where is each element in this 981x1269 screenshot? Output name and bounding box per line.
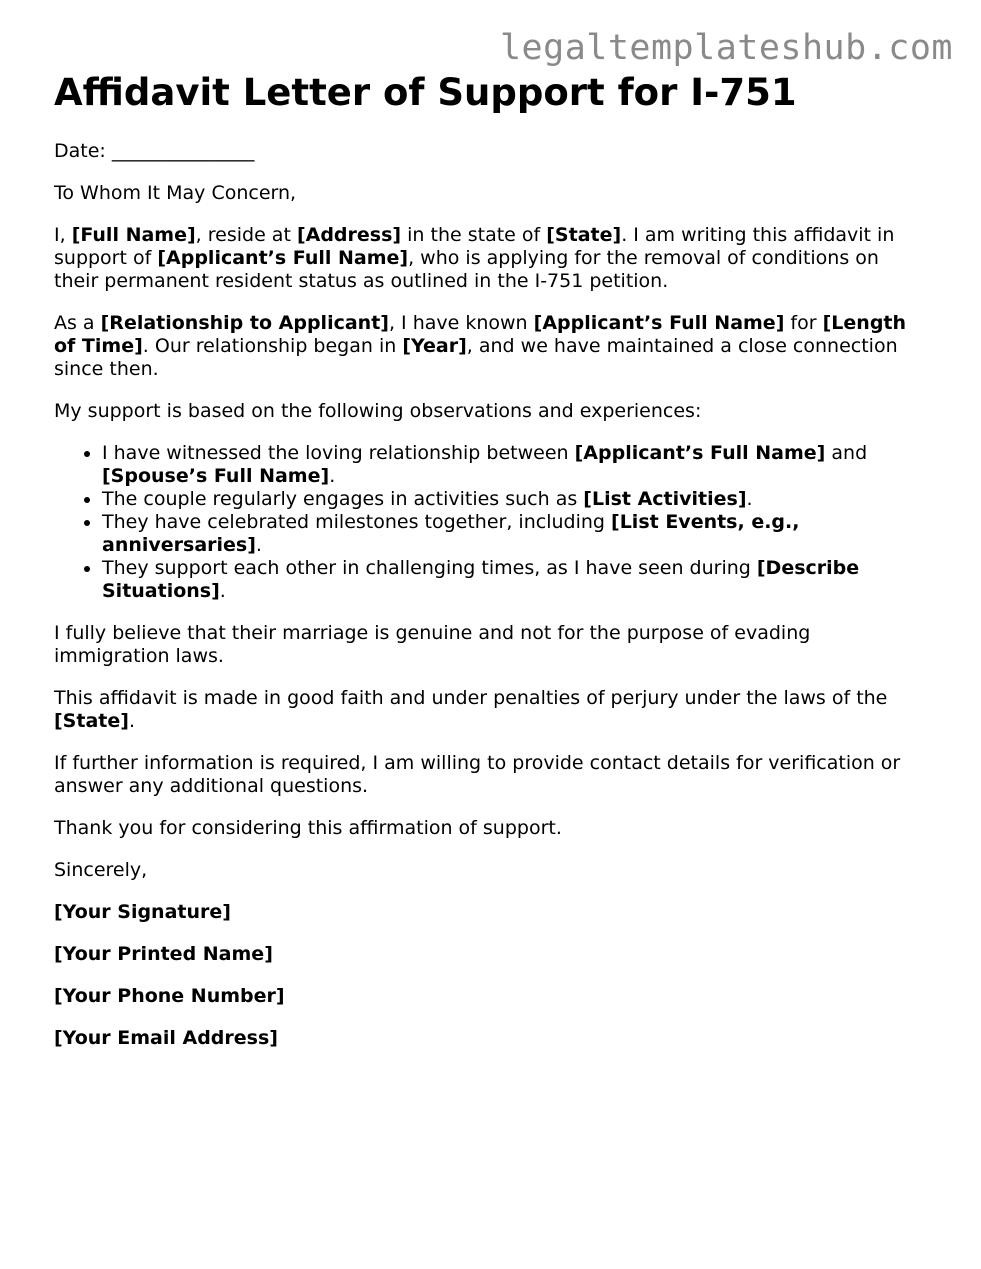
document-title: Affidavit Letter of Support for I-751 bbox=[54, 71, 797, 114]
printed-name-placeholder: [Your Printed Name] bbox=[54, 943, 273, 965]
placeholder-full-name: [Full Name] bbox=[71, 224, 196, 246]
placeholder-length-of-time: [Length of Time] bbox=[54, 312, 907, 357]
placeholder-state: [State] bbox=[546, 224, 622, 246]
paragraph-good-faith: This affidavit is made in good faith and under penalties of perjury under the laws of the [State]. bbox=[54, 687, 888, 732]
paragraph-belief: I fully believe that their marriage is genuine and not for the purpose of evading immigration laws. bbox=[54, 622, 811, 667]
list-item: • I have witnessed the loving relationship between [Applicant’s Full Name] and [Spouse’s Full Name]. bbox=[102, 442, 924, 488]
placeholder-year: [Year] bbox=[402, 335, 467, 357]
list-item: • The couple regularly engages in activities such as [List Activities]. bbox=[102, 488, 924, 511]
placeholder-applicant-name: [Applicant’s Full Name] bbox=[157, 247, 409, 269]
watermark-text: legaltemplateshub.com bbox=[499, 28, 953, 68]
placeholder-address: [Address] bbox=[296, 224, 402, 246]
date-line: Date: _______________ bbox=[54, 140, 255, 162]
paragraph-relationship: As a [Relationship to Applicant], I have known [Applicant’s Full Name] for [Length of Time]. Our relationship began in [Year], and we have maintained a close connection since then. bbox=[54, 312, 907, 380]
closing: Sincerely, bbox=[54, 859, 148, 881]
placeholder-relationship: [Relationship to Applicant] bbox=[100, 312, 389, 334]
list-item: • They have celebrated milestones together, including [List Events, e.g., anniversaries]. bbox=[102, 511, 924, 557]
email-placeholder: [Your Email Address] bbox=[54, 1027, 278, 1049]
list-item: • They support each other in challenging times, as I have seen during [Describe Situations]. bbox=[102, 557, 924, 603]
placeholder-applicant-name: [Applicant’s Full Name] bbox=[533, 312, 785, 334]
paragraph-thanks: Thank you for considering this affirmation of support. bbox=[54, 817, 562, 839]
observations-list bbox=[54, 442, 924, 603]
paragraph-introduction: I, [Full Name], reside at [Address] in the state of [State]. I am writing this affidavit in support of [Applicant’s Full Name], who is applying for the removal of conditions on their permanent resident status as outlined in the I-751 petition. bbox=[54, 224, 895, 292]
placeholder-state: [State] bbox=[54, 710, 129, 732]
paragraph-support-basis: My support is based on the following observations and experiences: bbox=[54, 400, 702, 422]
document-page bbox=[54, 68, 924, 1050]
phone-placeholder: [Your Phone Number] bbox=[54, 985, 285, 1007]
salutation: To Whom It May Concern, bbox=[54, 182, 297, 204]
signature-placeholder: [Your Signature] bbox=[54, 901, 231, 923]
paragraph-further-info: If further information is required, I am willing to provide contact details for verification or answer any additional questions. bbox=[54, 752, 901, 797]
